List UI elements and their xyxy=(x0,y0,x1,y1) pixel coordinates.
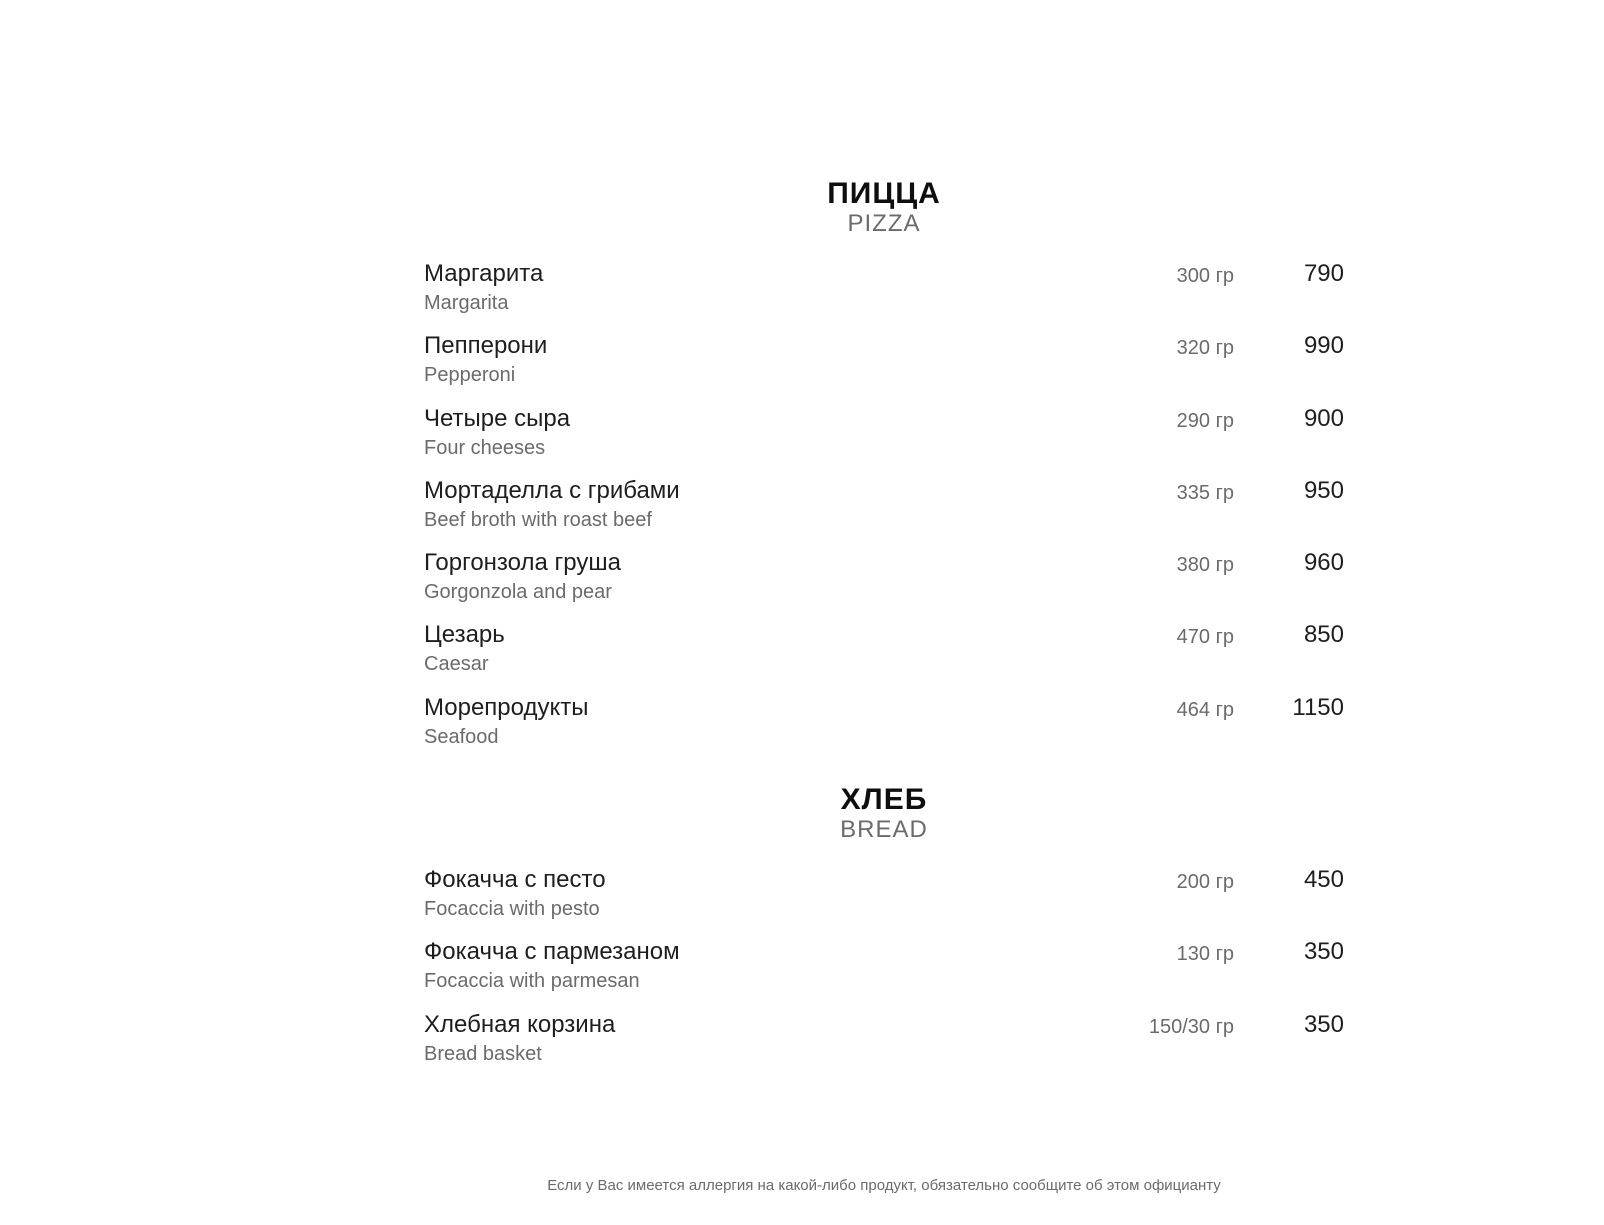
item-name: Пепперони xyxy=(424,332,548,360)
item-price: 850 xyxy=(1303,621,1344,649)
menu-items-list xyxy=(424,258,1344,764)
item-name: Четыре сыра xyxy=(424,404,571,432)
item-name: Фокачча с песто xyxy=(424,866,606,894)
item-name-en: Beef broth with roast beef xyxy=(424,508,652,531)
item-name: Хлебная корзина xyxy=(424,1010,616,1038)
item-weight: 335 гр xyxy=(1176,481,1234,504)
item-name: Морепродукты xyxy=(424,693,589,721)
menu-item xyxy=(424,475,1344,547)
item-price: 950 xyxy=(1303,476,1344,504)
item-name: Цезарь xyxy=(424,621,505,649)
item-name-en: Seafood xyxy=(424,725,499,748)
menu-item xyxy=(424,258,1344,330)
item-price: 450 xyxy=(1303,866,1344,894)
item-price: 960 xyxy=(1303,549,1344,577)
item-name: Маргарита xyxy=(424,260,544,287)
section-bread xyxy=(424,784,1344,1081)
item-weight: 300 гр xyxy=(1176,265,1234,287)
item-weight: 150/30 гр xyxy=(1148,1015,1234,1038)
item-weight: 130 гр xyxy=(1176,943,1234,966)
item-name-en: Bread basket xyxy=(424,1042,542,1065)
item-name-en: Four cheeses xyxy=(424,436,546,459)
item-name-en: Caesar xyxy=(424,653,489,676)
section-pizza xyxy=(424,178,1344,764)
item-weight: 200 гр xyxy=(1176,871,1234,894)
item-weight: 290 гр xyxy=(1176,409,1234,432)
menu-item xyxy=(424,1009,1344,1081)
item-name-en: Focaccia with pesto xyxy=(424,898,600,921)
item-name-en: Pepperoni xyxy=(424,364,516,387)
section-subtitle: PIZZA xyxy=(847,210,921,237)
menu-items-list xyxy=(424,864,1344,1081)
menu xyxy=(424,178,1344,1081)
item-name: Фокачча с пармезаном xyxy=(424,938,680,966)
item-price: 350 xyxy=(1303,1010,1344,1038)
section-title: ХЛЕБ xyxy=(840,783,928,817)
item-name-en: Gorgonzola and pear xyxy=(424,581,612,604)
item-price: 900 xyxy=(1303,404,1344,432)
menu-item xyxy=(424,692,1344,764)
item-weight: 470 гр xyxy=(1176,626,1234,649)
menu-item xyxy=(424,330,1344,402)
item-price: 1150 xyxy=(1292,693,1344,721)
item-price: 790 xyxy=(1303,260,1344,287)
menu-item xyxy=(424,403,1344,475)
item-weight: 380 гр xyxy=(1176,554,1234,577)
item-name-en: Margarita xyxy=(424,292,509,314)
menu-item xyxy=(424,619,1344,691)
item-price: 990 xyxy=(1303,332,1344,360)
section-subtitle: BREAD xyxy=(840,816,928,844)
item-name-en: Focaccia with parmesan xyxy=(424,970,640,993)
item-name: Горгонзола груша xyxy=(424,549,621,577)
menu-item xyxy=(424,936,1344,1008)
item-name: Мортаделла с грибами xyxy=(424,476,680,504)
section-title: ПИЦЦА xyxy=(827,177,941,210)
menu-item xyxy=(424,864,1344,936)
menu-item xyxy=(424,547,1344,619)
item-weight: 464 гр xyxy=(1176,698,1234,721)
section-header xyxy=(424,178,1344,238)
section-header xyxy=(424,784,1344,844)
allergy-note: Если у Вас имеется аллергия на какой-либо продукт, обязательно сообщите об этом официанту xyxy=(547,1177,1221,1194)
item-weight: 320 гр xyxy=(1176,337,1234,360)
item-price: 350 xyxy=(1303,938,1344,966)
